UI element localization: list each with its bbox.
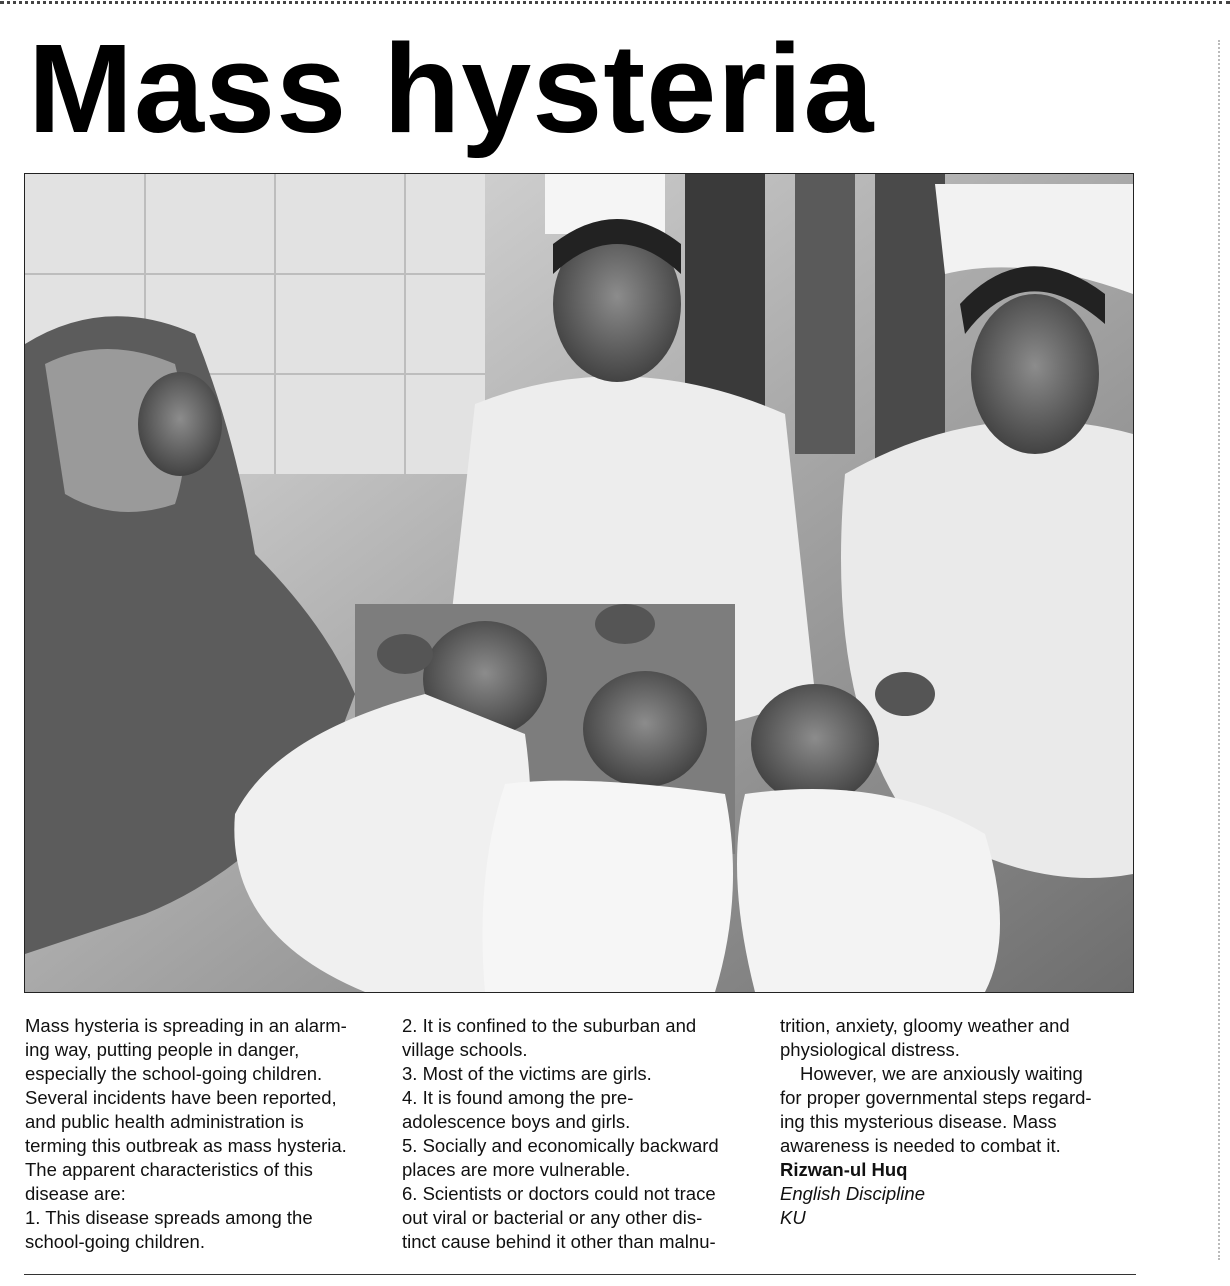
bottom-rule: [24, 1274, 1136, 1275]
right-edge-margin: [1218, 40, 1228, 1260]
article-column-2: [402, 1014, 762, 1254]
article-line: places are more vulnerable.: [402, 1159, 631, 1180]
photo-nurses-attending-girls-icon: [25, 174, 1133, 992]
article-line: adolescence boys and girls.: [402, 1111, 631, 1132]
article-line: 5. Socially and economically backward: [402, 1135, 719, 1156]
article-line: 4. It is found among the pre-: [402, 1087, 634, 1108]
article-line: 3. Most of the victims are girls.: [402, 1063, 652, 1084]
article-line: Several incidents have been reported,: [25, 1087, 337, 1108]
author-discipline: English Discipline: [780, 1183, 925, 1204]
author-institution: KU: [780, 1207, 806, 1228]
article-line: village schools.: [402, 1039, 528, 1060]
article-line: 6. Scientists or doctors could not trace: [402, 1183, 716, 1204]
article-line: Mass hysteria is spreading in an alarm-: [25, 1015, 347, 1036]
article-line: for proper governmental steps regard-: [780, 1087, 1092, 1108]
article-line: especially the school-going children.: [25, 1063, 323, 1084]
article-line: school-going children.: [25, 1231, 205, 1252]
article-line: disease are:: [25, 1183, 126, 1204]
article-line: However, we are anxiously waiting: [800, 1063, 1083, 1084]
article-line: tinct cause behind it other than malnu-: [402, 1231, 716, 1252]
article-line: trition, anxiety, gloomy weather and: [780, 1015, 1070, 1036]
article-line: 1. This disease spreads among the: [25, 1207, 313, 1228]
article-line: out viral or bacterial or any other dis-: [402, 1207, 703, 1228]
author-name: Rizwan-ul Huq: [780, 1159, 908, 1180]
top-dotted-border: [0, 1, 1230, 4]
headline: Mass hysteria: [28, 18, 875, 159]
article-line: and public health administration is: [25, 1111, 304, 1132]
article-line: physiological distress.: [780, 1039, 960, 1060]
article-line: The apparent characteristics of this: [25, 1159, 313, 1180]
article-line: awareness is needed to combat it.: [780, 1135, 1061, 1156]
article-line: ing this mysterious disease. Mass: [780, 1111, 1057, 1132]
article-column-3: [780, 1014, 1130, 1230]
article-line: 2. It is confined to the suburban and: [402, 1015, 697, 1036]
news-photo: [24, 173, 1134, 993]
article-line: terming this outbreak as mass hysteria.: [25, 1135, 347, 1156]
article-column-1: [25, 1014, 385, 1254]
article-line: ing way, putting people in danger,: [25, 1039, 300, 1060]
